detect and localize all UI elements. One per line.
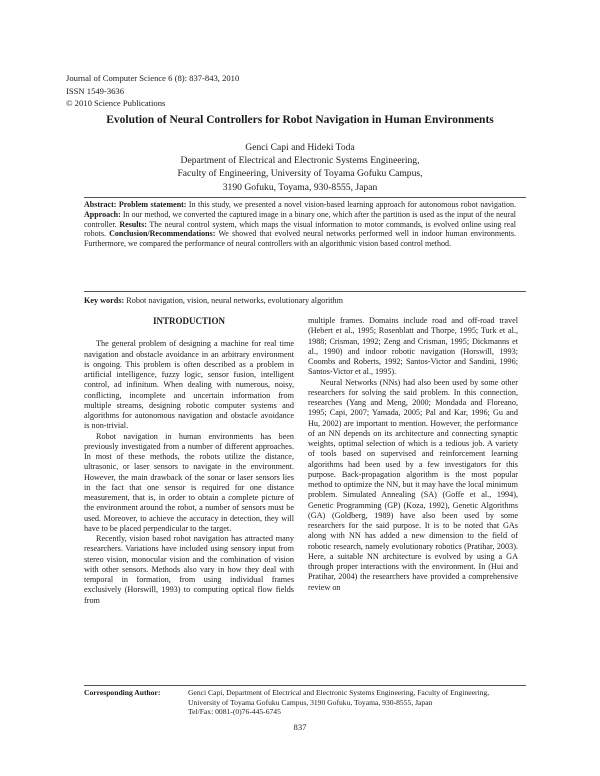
- journal-copyright: © 2010 Science Publications: [66, 98, 166, 108]
- corresponding-line-3: Tel/Fax: 0081-(0)76-445-6745: [188, 707, 281, 717]
- author-names: Genci Capi and Hideki Toda: [245, 142, 355, 153]
- intro-paragraph-2: Robot navigation in human environments has been previously investigated from a number of different approaches. In most of these methods, the robots utilize the distance, ultrasonic, or laser sensors to navigate in the environment. However, the main drawback of the sonar or laser sensors lies in the fact that one sensor is required for one distance measurement, that is, in order to obtain a complete picture of the environment around the robot, a number of sensors must be used. Moreover, to achieve the accuracy in detection, they will have to be placed perpendicular to the target.: [84, 431, 294, 533]
- corresponding-author-label: Corresponding Author:: [84, 688, 161, 697]
- footnote-rule: [84, 685, 526, 686]
- corresponding-line-1: Genci Capi, Department of Electrical and Electronic Systems Engineering, Faculty of Engineering,: [188, 688, 490, 697]
- section-heading-introduction: INTRODUCTION: [152, 316, 225, 326]
- abstract-problem-label: Abstract: Problem statement:: [84, 200, 187, 209]
- left-column: [84, 316, 294, 606]
- right-column: [308, 316, 518, 593]
- abstract-problem-text: In this study, we presented a novel vision-based learning approach for autonomous robot navigation.: [186, 200, 516, 209]
- journal-citation: Journal of Computer Science 6 (8): 837-843, 2010: [66, 73, 240, 83]
- keywords-label: Key words:: [84, 296, 125, 305]
- journal-info: [66, 72, 239, 110]
- paper-title: Evolution of Neural Controllers for Robot Navigation in Human Environments: [106, 114, 494, 126]
- author-block: [100, 141, 500, 194]
- journal-issn: ISSN 1549-3636: [66, 85, 125, 96]
- abstract-approach-label: Approach:: [84, 209, 121, 219]
- abstract-top-rule: [84, 197, 526, 198]
- corresponding-line-2: University of Toyama Gofuku Campus, 3190 Gofuku, Toyama, 930-8555, Japan: [188, 697, 433, 707]
- corresponding-author-details: [188, 688, 524, 717]
- page-number: 837: [293, 722, 307, 732]
- right-paragraph-1: multiple frames. Domains include road and off-road travel (Hebert et al., 1995; Rosenblatt and Thorpe, 1995; Turk et al., 1988; Crisman, 1992; Zeng and Crisman, 1995; Dickmanns et al., 1990) and indoor robotic navigation (Horswill, 1993; Coombs and Roberts, 1992; Santos-Victor and Sandini, 1996; Santos-Victor et al., 1995).: [308, 316, 518, 377]
- affiliation-line-2: Faculty of Engineering, University of Toyama Gofuku Campus,: [177, 168, 423, 180]
- keywords-text: Robot navigation, vision, neural networks, evolutionary algorithm: [124, 296, 344, 305]
- right-paragraph-2: Neural Networks (NNs) had also been used by some other researchers for solving the said problem. In this connection, researches (Yang and Meng, 2000; Mondada and Floreano, 1995; Capi, 2007; Yamada, 2005; Pal and Kar, 1996; Gu and Hu, 2002) are important to mention. However, the performance of an NN depends on its architecture and connecting synaptic weights, optimal selection of which is a tedious job. A variety of tools based on supervised and reinforcement learning algorithms had been used by a few investigators for this purpose. Back-propagation algorithm is the most popular method to optimize the NN, but it may have the local minimum problem. Simulated Annealing (SA) (Goffe et al., 1994), Genetic Programming (GP) (Koza, 1992), Genetic Algorithms (GA) (Goldberg, 1989) have also been used by some researchers for the said purpose. It is to be noted that GAs along with NN has added a new dimension to the field of robotic research, namely evolutionary robotics (Pratihar, 2003). Here, a suitable NN architecture is evolved by using a GA through proper interactions with the environment. In (Hui and Pratihar, 2004) the researchers have provided a comprehensive review on: [308, 377, 518, 592]
- abstract-approach-text: In our method, we converted the captured image in a binary one, which after the partition is used as the input of the neural controller.: [84, 209, 516, 229]
- abstract-results-text: The neural control system, which maps the visual information to motor commands, is evolved online using real robots.: [84, 219, 517, 239]
- intro-paragraph-3: Recently, vision based robot navigation has attracted many researchers. Variations have included using sensory input from stereo vision, monocular vision and the combination of vision with other sensors. Methods also vary in how they deal with temporal in formation, from using individual frames exclusively (Horswill, 1993) to computing optical flow fields from: [84, 534, 294, 605]
- keywords: [84, 296, 343, 305]
- intro-paragraph-1: The general problem of designing a machine for real time navigation and obstacle avoidance in an arbitrary environment is ongoing. This problem is often described as a problem in artificial intelligence, fuzzy logic, sensor fusion, intelligent control, ad infinitum. When dealing with numerous, noisy, conflicting, incomplete and uncertain information from multiple streams, designing robotic computer systems and algorithms for autonomous navigation and obstacle avoidance is non-trivial.: [84, 339, 294, 431]
- affiliation-line-3: 3190 Gofuku, Toyama, 930-8555, Japan: [222, 181, 378, 193]
- abstract-conclusion-label: Conclusion/Recommendations:: [109, 229, 216, 239]
- abstract-results-label: Results:: [119, 219, 147, 229]
- affiliation-line-1: Department of Electrical and Electronic Systems Engineering,: [180, 155, 420, 167]
- abstract-bottom-rule: [84, 291, 526, 292]
- abstract-conclusion-text: We showed that evolved neural networks performed well in indoor human environments. Furthermore, we compared the performance of neural controllers with an algorithmic vision based control method.: [84, 229, 517, 249]
- abstract: [84, 200, 516, 249]
